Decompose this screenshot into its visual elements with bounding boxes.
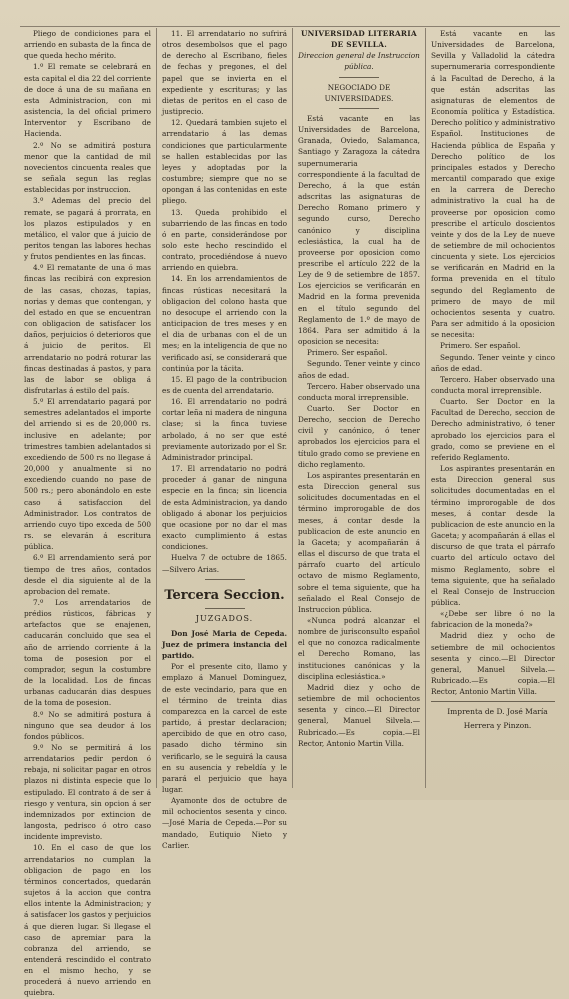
imprint-line-2: Herrera y Pinzon.: [463, 720, 532, 730]
paragraph: 14. En los arrendamientos de fincas rústicas necesitará la obligacion del colono hasta que no desocupe el arriendo con la anticipacion de tres meses y en el dia de urbanas con el de un mes; en la inteligencia de que no verificado así, se considerará que continúa por la tácita.: [162, 274, 287, 373]
paragraph: 2.º No se admitirá postura menor que la cantidad de mil novecientos cincuenta reales que se señala segun las reglas establecidas por instruccion.: [24, 140, 151, 195]
paragraph: 15. El pago de la contribucion es de cuenta del arrendatario.: [162, 374, 287, 395]
paragraph: «¿Debe ser libre ó no la fabricacion de la moneda?»: [431, 609, 555, 630]
negociado-heading: NEGOCIADO DE UNIVERSIDADES.: [324, 82, 394, 103]
column-4: [431, 28, 555, 800]
column-divider-3: [425, 28, 426, 788]
column-3: [298, 28, 420, 800]
paragraph: 16. El arrendatario no podrá cortar leña ni madera de ninguna clase; si la finca tuviese arbolado, á no ser que esté previamente autorizado por el Sr. Administrador principal.: [162, 397, 287, 462]
paragraph: Primero. Ser español.: [307, 348, 388, 358]
paragraph: 1.º El remate se celebrará en esta capital el dia 22 del corriente de doce á una de su mañana en esta Administracion, con mi asistencia, la del oficial primero Interventor y Escribano de Hacienda.: [24, 62, 151, 139]
paragraph: Ayamonte dos de octubre de mil ochocientos sesenta y cinco.—José Maria de Cepeda.—Por su mandado, Eutiquio Nieto y Carlier.: [162, 796, 287, 850]
university-heading: UNIVERSIDAD LITERARIA DE SEVILLA.: [301, 29, 417, 50]
separator: [339, 108, 379, 109]
paragraph: Madrid diez y ocho de setiembre de mil ochocientos sesenta y cinco.—El Director general, Manuel Silvela.—Rubricado.—Es copia.—El Rector, Antonio Martin Villa.: [298, 682, 420, 748]
column-1: [24, 28, 151, 998]
top-rule: [20, 26, 560, 27]
paragraph: Está vacante en las Universidades de Barcelona, Sevilla y Valladolid la cátedra supernumeraria correspondiente á la Facultad de Derecho, á la que están adscritas las asignaturas de elementos de Economía política y Estadística. Derecho político y administrativo Español. Instituciones de Hacienda pública de España y Derecho político de los principales estados y Derecho mercantil comparado que exige en la carrera de Derecho administrativo la cual ha de proveerse por oposicion como prescribe el artículo doscientos veinte y dos de la Ley de nueve de setiembre de mil ochocientos cincuenta y siete. Los ejercicios se verificarán en Madrid en la forma prevenida en el título segundo del Reglamento de primero de mayo de mil ochocientos sesenta y cuatro. Para ser admitido á la oposicion se necesita:: [431, 29, 555, 340]
direction-heading: Direccion general de Instruccion pública.: [298, 51, 420, 72]
paragraph: 17. El arrendatario no podrá proceder á ganar de ninguna especie en la finca; sin licencia de esta Administracion, ya dando obligado á abonar los perjuicios que ocasione por no dar el mas exacto cumplimiento á estas condiciones.: [162, 464, 287, 552]
paragraph: 12. Quedará tambien sujeto el arrendatario á las demas condiciones que particularmente se hallen establecidas por las leyes y adoptadas por la costumbre; siempre que no se opongan á las contenidas en este pliego.: [162, 118, 287, 206]
paragraph: Cuarto. Ser Doctor en Derecho, seccion de Derecho civil y canónico, ó tener aprobados los ejercicios para el título grado como se previene en dicho reglamento.: [298, 404, 420, 469]
paragraph: Madrid diez y ocho de setiembre de mil ochocientos sesenta y cinco.—El Director general, Manuel Silvela.—Rubricado.—Es copia.—El Rector, Antonio Martin Villa.: [431, 631, 555, 697]
paragraph: Segundo. Tener veinte y cinco años de edad.: [431, 352, 555, 373]
paragraph: 11. El arrendatario no sufrirá otros desembolsos que el pago de derecho al Escribano, fieles de fechas y pregones, el del papel que se invierta en el expediente y escrituras; y las dietas de peritos en el caso de justiprecio.: [162, 29, 287, 117]
separator: [205, 608, 245, 609]
paragraph: 9.º No se permitirá á los arrendatarios pedir perdon ó rebaja, ni solicitar pagar en otros plazos ni distinta especie que lo estipulado. El contrato á de ser á riesgo y ventura, sin opcion á ser indemnizados por extincion de langosta, pedrisco ó otro caso incidente imprevisto.: [24, 743, 151, 842]
paragraph: Los aspirantes presentarán en esta Direccion general sus solicitudes documentadas en el término improrogable de dos meses, á contar desde la publicacion de este anuncio en la Gaceta; y acompañarán á ellas el discurso de que trata el párrafo cuarto del artículo octavo del mismo Reglamento, sobre el tema siguiente, que ha señalado el Real Consejo de Instruccion pública.: [431, 464, 555, 607]
column-divider-1: [156, 28, 157, 788]
paragraph: Tercero. Haber observado una conducta moral irreprensible.: [298, 381, 420, 402]
paragraph: Primero. Ser español.: [440, 341, 521, 351]
column-2: [162, 28, 287, 850]
paragraph: Tercero. Haber observado una conducta moral irreprensible.: [431, 374, 555, 395]
paragraph: 8.º No se admitirá postura á ninguno que sea deudor á los fondos públicos.: [24, 709, 151, 741]
paragraph: 5.º El arrendatario pagará por semestres adelantados el importe del arriendo si es de 20,000 rs. inclusive en adelante; por trimestres tambien adelantados si excediendo de 500 rs no llegase á 20,000 y anualmente si no excediendo cuando no pase de 500 rs.; pero abonándolo en este caso á satisfaccion del Administrador. Los contratos de arriendo cuyo tipo exceda de 500 rs. se elevarán á escritura pública.: [24, 397, 151, 552]
separator: [431, 701, 555, 702]
paragraph: Cuarto. Ser Doctor en la Facultad de Derecho, seccion de Derecho administrativo, ó tener aprobado los ejercicios para el grado, como se previene en el referido Reglamento.: [431, 397, 555, 462]
column-divider-2: [292, 28, 293, 788]
subsection-title: JUZGADOS.: [195, 613, 254, 623]
paragraph: Pliego de condiciones para el arriendo en subasta de la finca de que queda hecho mérito.: [24, 29, 151, 61]
paragraph: «Nunca podrá alcanzar el nombre de jurisconsulto español el que no conozca radicalmente el Derecho Romano, las instituciones canónicas y la disciplina eclesiástica.»: [298, 615, 420, 681]
imprint-line-1: Imprenta de D. José María: [447, 707, 548, 717]
paragraph: 10. En el caso de que los arrendatarios no cumplan la obligacion de pago en los términos concertados, quedarán sujetos á la accion que contra ellos intente la Administracion; y á satisfacer los gastos y perjuicios á que dieren lugar. Si llegase el caso de apremiar para la cobranza del arriendo, se entenderá rescindido el contrato en el mismo hecho, y se procederá á nuevo arriendo en quiebra.: [24, 843, 151, 998]
paragraph: Segundo. Tener veinte y cinco años de edad.: [298, 359, 420, 380]
separator: [205, 579, 245, 580]
paragraph: Los aspirantes presentarán en esta Direccion general sus solicitudes documentadas en el término improrogable de dos meses, á contar desde la publicacion de este anuncio en la Gaceta; y acompañarán á ellas el discurso de que trata el párrafo cuarto del artículo octavo de mismo Reglamento, sobre el tema siguiente, que ha señalado el Real Consejo de Instruccion pública.: [298, 470, 420, 614]
paragraph: 13. Queda prohibido el subarriendo de las fincas en todo ó en parte, considerándose por solo este hecho rescindido el contrato, procediéndose á nuevo arriendo en quiebra.: [162, 207, 287, 273]
heading-judge: Don José Maria de Cepeda. Juez de primera instancia del partido.: [162, 628, 287, 661]
paragraph: Está vacante en las Universidades de Barcelona, Granada, Oviedo, Salamanca, Santiago y Zaragoza la cátedra supernumeraria correspondiente á la facultad de Derecho, á la que están adscritas las asignaturas de Derecho Romano primero y segundo curso, Derecho canónico y disciplina eclesiástica, la cual ha de proveerse por oposicion como prescribe el artículo 222 de la Ley de 9 de setiembre de 1857. Los ejercicios se verificarán en Madrid en la forma prevenida en el título segundo del Reglamento de 1.º de mayo de 1864. Para ser admitido á la oposicion se necesita:: [298, 113, 420, 347]
paragraph: 6.º El arrendamiento será por tiempo de tres años, contados desde el dia siguiente al de la aprobacion del remate.: [24, 553, 151, 596]
signature-line: Huelva 7 de octubre de 1865. —Silvero Arias.: [162, 553, 287, 574]
separator: [339, 77, 379, 78]
paragraph: 3.º Ademas del precio del remate, se pagará á prorrata, en los plazos estipulados y en metálico, el valor que á juicio de peritos tengan las labores hechas y frutos pendientes en las fincas.: [24, 196, 151, 262]
section-title: Tercera Seccion.: [164, 587, 285, 603]
paragraph: Por el presente cito, llamo y emplazo á Manuel Dominguez, de este vecindario, para que en el término de treinta dias comparezca en la carcel de este partido, á prestar declaracion; apercibido de que en otro caso, pasado dicho término sin verificarlo, se le seguirá la causa en su ausencia y rebeldía y le parará el perjuicio que haya lugar.: [162, 662, 287, 794]
paragraph: 4.º El rematante de una ó mas fincas las recibirá con expresion de las casas, chozas, tapias, norias y demas que contengan, y del estado en que se encuentran con obligacion de satisfacer los daños, perjuicios ó deterioros que á juicio de peritos. El arrendatario no podrá roturar las fincas destinadas á pastos, y para las de labor se obliga á disfrutarlas á estilo del país.: [24, 263, 151, 395]
paragraph: 7.º Los arrendatarios de prédios rústicos, fábricas y artefactos que se enajenen, caducarán concluido que sea el año de arriendo corriente á la toma de posesion por el comprador, segun la costumbre de la localidad. Los de fincas urbanas caducarán dias despues de la toma de posesion.: [24, 597, 151, 708]
